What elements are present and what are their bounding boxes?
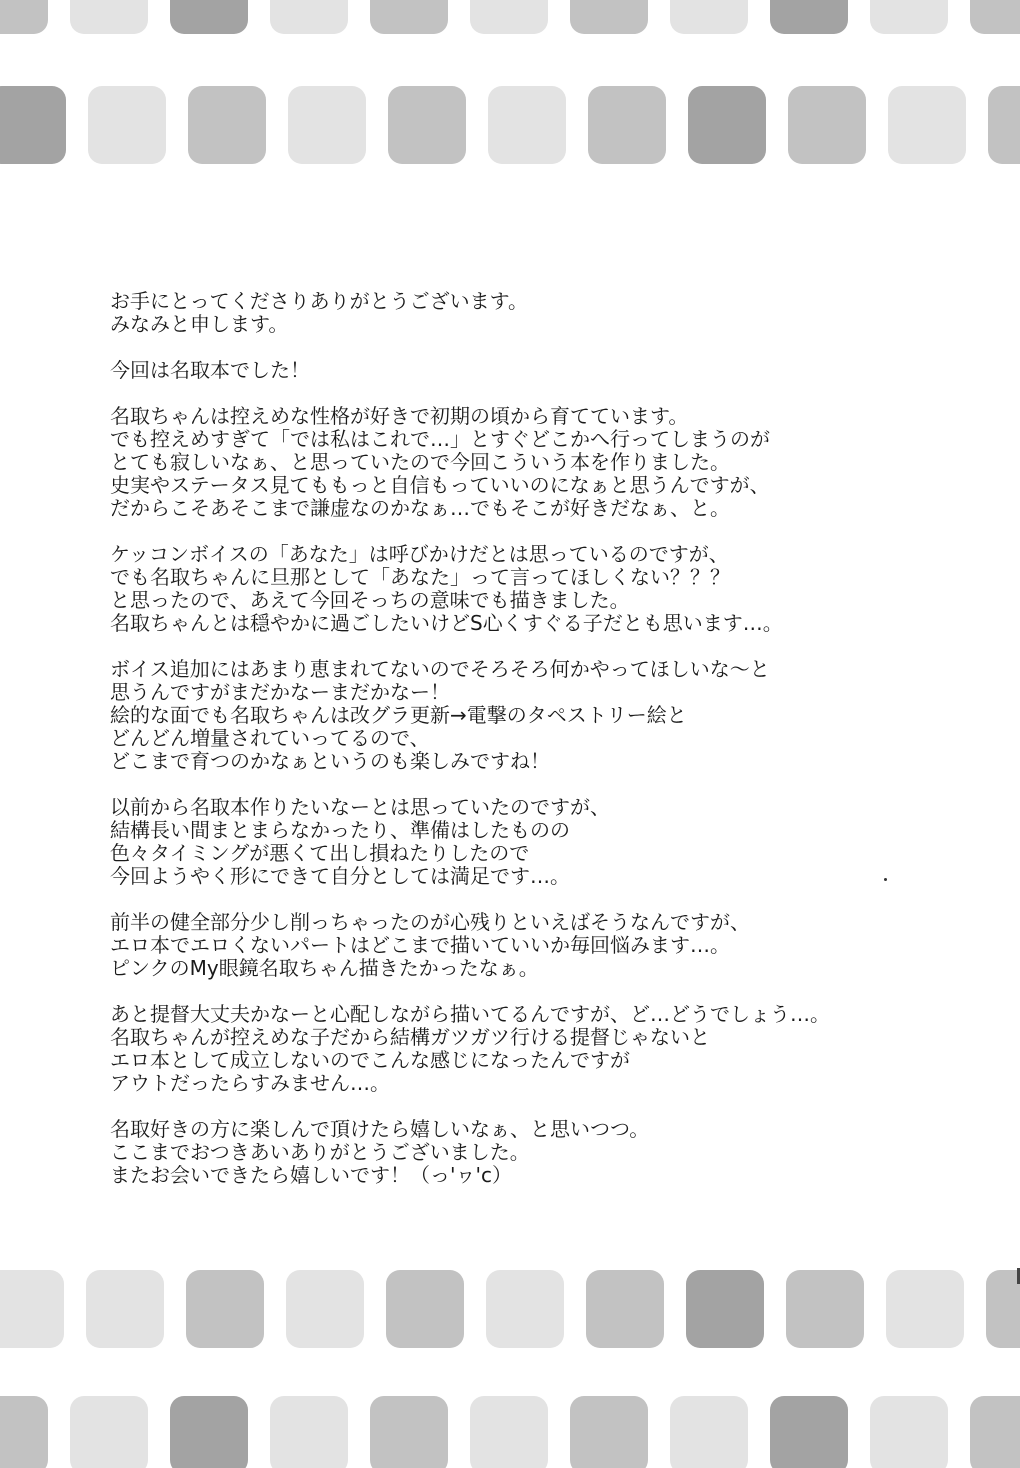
tile xyxy=(670,0,748,34)
tile xyxy=(888,86,966,164)
text-line: 名取好きの方に楽しんで頂けたら嬉しいなぁ、と思いつつ。 xyxy=(110,1117,650,1141)
text-line: 絵的な面でも名取ちゃんは改グラ更新→電撃のタペストリー絵と xyxy=(110,703,687,727)
tile xyxy=(870,1396,948,1468)
print-speck xyxy=(884,878,887,881)
text-line: ピンクのMy眼鏡名取ちゃん描きたかったなぁ。 xyxy=(110,956,539,980)
tile xyxy=(370,1396,448,1468)
tile xyxy=(270,0,348,34)
text-line: どんどん増量されていってるので、 xyxy=(110,726,430,750)
text-line: ケッコンボイスの「あなた」は呼びかけだとは思っているのですが、 xyxy=(110,542,729,566)
text-line: ボイス追加にはあまり恵まれてないのでそろそろ何かやってほしいな～と xyxy=(110,657,770,681)
text-line: みなみと申します。 xyxy=(110,312,289,336)
tile xyxy=(370,0,448,34)
text-line: どこまで育つのかなぁというのも楽しみですね！ xyxy=(110,749,550,773)
tile xyxy=(786,1270,864,1348)
tile xyxy=(288,86,366,164)
tile xyxy=(988,86,1020,164)
tile xyxy=(486,1270,564,1348)
tile xyxy=(88,86,166,164)
tile xyxy=(286,1270,364,1348)
text-line: 今回ようやく形にできて自分としては満足です…。 xyxy=(110,864,570,888)
text-line: だからこそあそこまで謙虚なのかなぁ…でもそこが好きだなぁ、と。 xyxy=(110,496,730,520)
tile xyxy=(0,1396,48,1468)
tile xyxy=(386,1270,464,1348)
tile xyxy=(470,0,548,34)
text-line: とても寂しいなぁ、と思っていたので今回こういう本を作りました。 xyxy=(110,450,730,474)
text-line: 名取ちゃんとは穏やかに過ごしたいけどS心くすぐる子だとも思います…。 xyxy=(110,611,783,635)
tile xyxy=(570,1396,648,1468)
tile xyxy=(70,1396,148,1468)
tile xyxy=(388,86,466,164)
tile xyxy=(0,1270,64,1348)
tile xyxy=(788,86,866,164)
tile xyxy=(586,1270,664,1348)
tile xyxy=(470,1396,548,1468)
tile xyxy=(0,0,48,34)
tile xyxy=(770,0,848,34)
tile-row xyxy=(0,1270,1020,1370)
text-line: 色々タイミングが悪くて出し損ねたりしたので xyxy=(110,841,530,865)
tile xyxy=(0,86,66,164)
text-line: と思ったので、あえて今回そっちの意味でも描きました。 xyxy=(110,588,630,612)
text-line: 前半の健全部分少し削っちゃったのが心残りといえばそうなんですが、 xyxy=(110,910,750,934)
text-line: 名取ちゃんは控えめな性格が好きで初期の頃から育てています。 xyxy=(110,404,689,428)
tile xyxy=(970,1396,1020,1468)
tile xyxy=(670,1396,748,1468)
text-line: お手にとってくださりありがとうございます。 xyxy=(110,289,528,313)
tile xyxy=(170,0,248,34)
tile xyxy=(970,0,1020,34)
text-line: 今回は名取本でした！ xyxy=(110,358,310,382)
text-line: あと提督大丈夫かなーと心配しながら描いてるんですが、ど…どうでしょう…。 xyxy=(110,1002,830,1026)
tile xyxy=(570,0,648,34)
text-line: ここまでおつきあいありがとうございました。 xyxy=(110,1140,530,1164)
tile xyxy=(870,0,948,34)
tile xyxy=(186,1270,264,1348)
tile xyxy=(986,1270,1020,1348)
tile xyxy=(170,1396,248,1468)
paragraph xyxy=(110,1003,910,1095)
tile xyxy=(886,1270,964,1348)
paragraph xyxy=(110,911,910,980)
text-line: 結構長い間まとまらなかったり、準備はしたものの xyxy=(110,818,570,842)
text-line: 以前から名取本作りたいなーとは思っていたのですが、 xyxy=(110,795,610,819)
tile xyxy=(488,86,566,164)
text-line: エロ本として成立しないのでこんな感じになったんですが xyxy=(110,1048,630,1072)
text-line: 名取ちゃんが控えめな子だから結構ガツガツ行ける提督じゃないと xyxy=(110,1025,710,1049)
tile-row xyxy=(0,86,1020,186)
paragraph xyxy=(110,359,910,382)
paragraph xyxy=(110,658,910,773)
tile xyxy=(86,1270,164,1348)
top-tile-border xyxy=(0,0,1020,210)
tile xyxy=(686,1270,764,1348)
paragraph xyxy=(110,405,910,520)
bottom-tile-border xyxy=(0,1258,1020,1468)
tile xyxy=(770,1396,848,1468)
text-line: アウトだったらすみません…。 xyxy=(110,1071,390,1095)
paragraph xyxy=(110,1118,910,1187)
text-line: でも控えめすぎて「では私はこれで…」とすぐどこかへ行ってしまうのが xyxy=(110,427,770,451)
tile xyxy=(188,86,266,164)
tile xyxy=(70,0,148,34)
tile-row xyxy=(0,0,1020,56)
text-line: またお会いできたら嬉しいです！（っ'ヮ'c） xyxy=(110,1163,512,1187)
tile xyxy=(588,86,666,164)
text-line: 史実やステータス見てももっと自信もっていいのになぁと思うんですが、 xyxy=(110,473,770,497)
tile xyxy=(270,1396,348,1468)
text-line: 思うんですがまだかなーまだかなー！ xyxy=(110,680,450,704)
paragraph xyxy=(110,796,910,888)
tile-row xyxy=(0,1396,1020,1468)
paragraph xyxy=(110,290,910,336)
afterword-letter xyxy=(110,290,910,1210)
text-line: でも名取ちゃんに旦那として「あなた」って言ってほしくない？？？ xyxy=(110,565,730,589)
paragraph xyxy=(110,543,910,635)
tile xyxy=(688,86,766,164)
text-line: エロ本でエロくないパートはどこまで描いていいか毎回悩みます…。 xyxy=(110,933,730,957)
